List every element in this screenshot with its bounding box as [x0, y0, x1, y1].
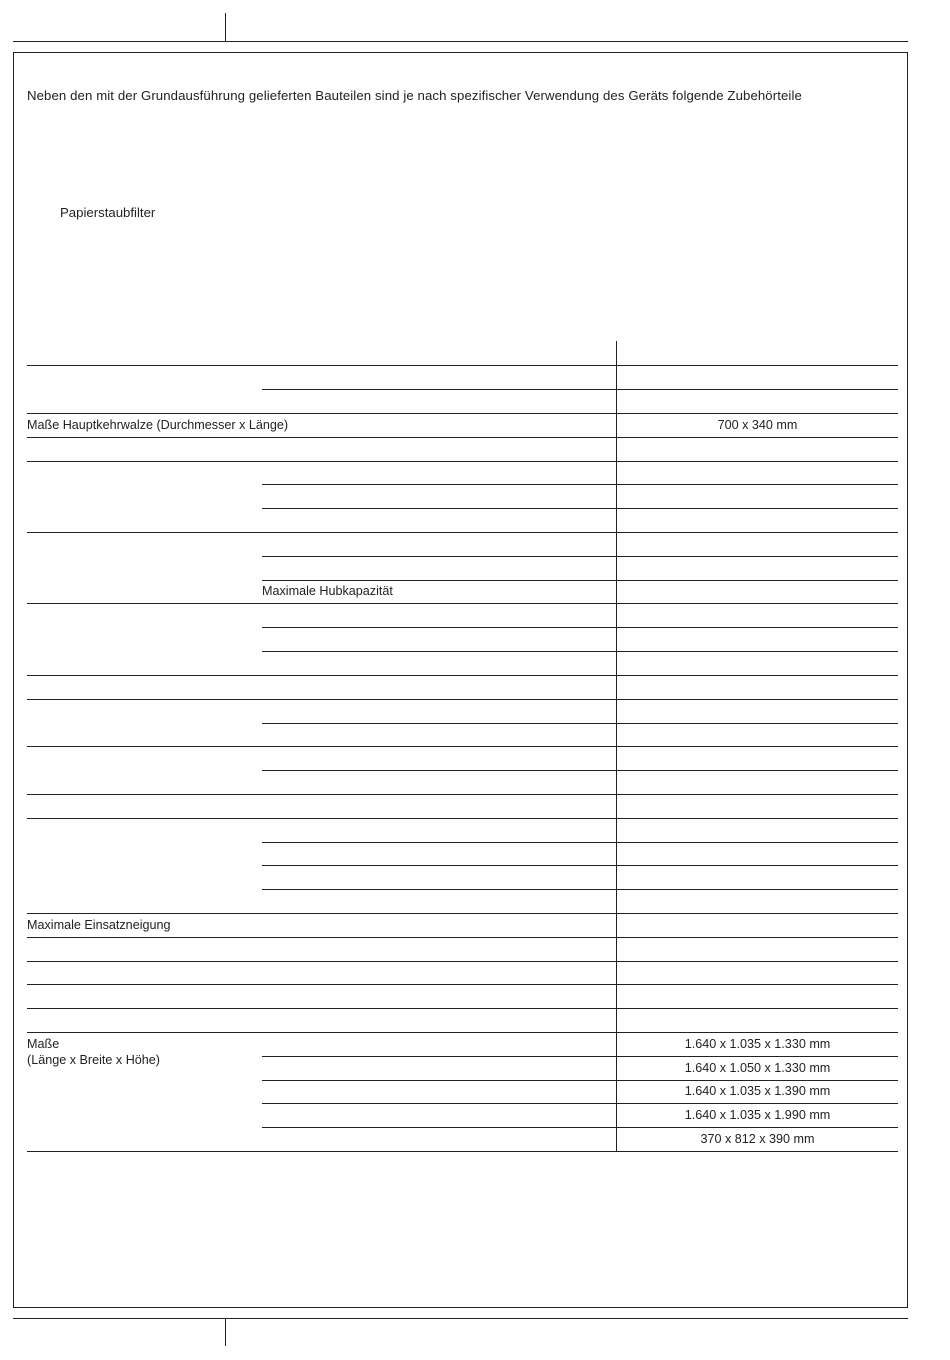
table-subrow-rule	[262, 723, 898, 724]
accessory-item: Papierstaubfilter	[60, 205, 156, 220]
table-row-rule	[27, 794, 898, 795]
dimensions-label-line1: Maße	[27, 1037, 60, 1051]
table-row-rule	[27, 746, 898, 747]
table-row-rule	[27, 365, 898, 366]
table-row-rule	[27, 437, 898, 438]
table-row-rule	[27, 961, 898, 962]
table-row-rule	[27, 461, 898, 462]
table-row-rule	[27, 984, 898, 985]
lift-capacity-label: Maximale Hubkapazität	[262, 584, 393, 598]
table-subrow-rule	[262, 865, 898, 866]
table-subrow-rule	[262, 484, 898, 485]
dimensions-label-line2: (Länge x Breite x Höhe)	[27, 1053, 161, 1067]
dimension-value: 1.640 x 1.035 x 1.390 mm	[684, 1084, 831, 1098]
table-subrow-rule	[262, 389, 898, 390]
table-subrow-rule	[262, 651, 898, 652]
table-subrow-rule	[262, 1127, 898, 1128]
table-subrow-rule	[262, 508, 898, 509]
table-row-rule	[27, 699, 898, 700]
table-subrow-rule	[262, 580, 898, 581]
header-divider	[225, 13, 226, 41]
table-subrow-rule	[262, 1103, 898, 1104]
table-row-rule	[27, 1151, 898, 1152]
table-row-rule	[27, 675, 898, 676]
table-subrow-rule	[262, 1080, 898, 1081]
footer-rule	[13, 1318, 908, 1319]
table-row-rule	[27, 603, 898, 604]
dimensions-label	[27, 1036, 160, 1068]
max-slope-label: Maximale Einsatzneigung	[27, 918, 171, 932]
table-row-rule	[27, 913, 898, 914]
table-subrow-rule	[262, 556, 898, 557]
dimension-value: 1.640 x 1.035 x 1.990 mm	[684, 1108, 831, 1122]
table-row-rule	[27, 532, 898, 533]
table-row-rule	[27, 413, 898, 414]
dimension-value: 1.640 x 1.050 x 1.330 mm	[684, 1061, 831, 1075]
table-row-rule	[27, 1032, 898, 1033]
table-subrow-rule	[262, 842, 898, 843]
table-subrow-rule	[262, 889, 898, 890]
header-rule	[13, 41, 908, 42]
table-row-rule	[27, 937, 898, 938]
dimension-value: 370 x 812 x 390 mm	[700, 1132, 815, 1146]
table-subrow-rule	[262, 1056, 898, 1057]
main-roller-value: 700 x 340 mm	[717, 418, 798, 432]
table-row-rule	[27, 818, 898, 819]
table-subrow-rule	[262, 627, 898, 628]
main-roller-label: Maße Hauptkehrwalze (Durchmesser x Länge)	[27, 418, 289, 432]
table-row-rule	[27, 1008, 898, 1009]
table-subrow-rule	[262, 770, 898, 771]
footer-divider	[225, 1318, 226, 1346]
intro-paragraph: Neben den mit der Grundausführung gelieferten Bauteilen sind je nach spezifischer Verwendung des Geräts folgende Zubehörteile	[27, 88, 802, 103]
dimension-value: 1.640 x 1.035 x 1.330 mm	[684, 1037, 831, 1051]
